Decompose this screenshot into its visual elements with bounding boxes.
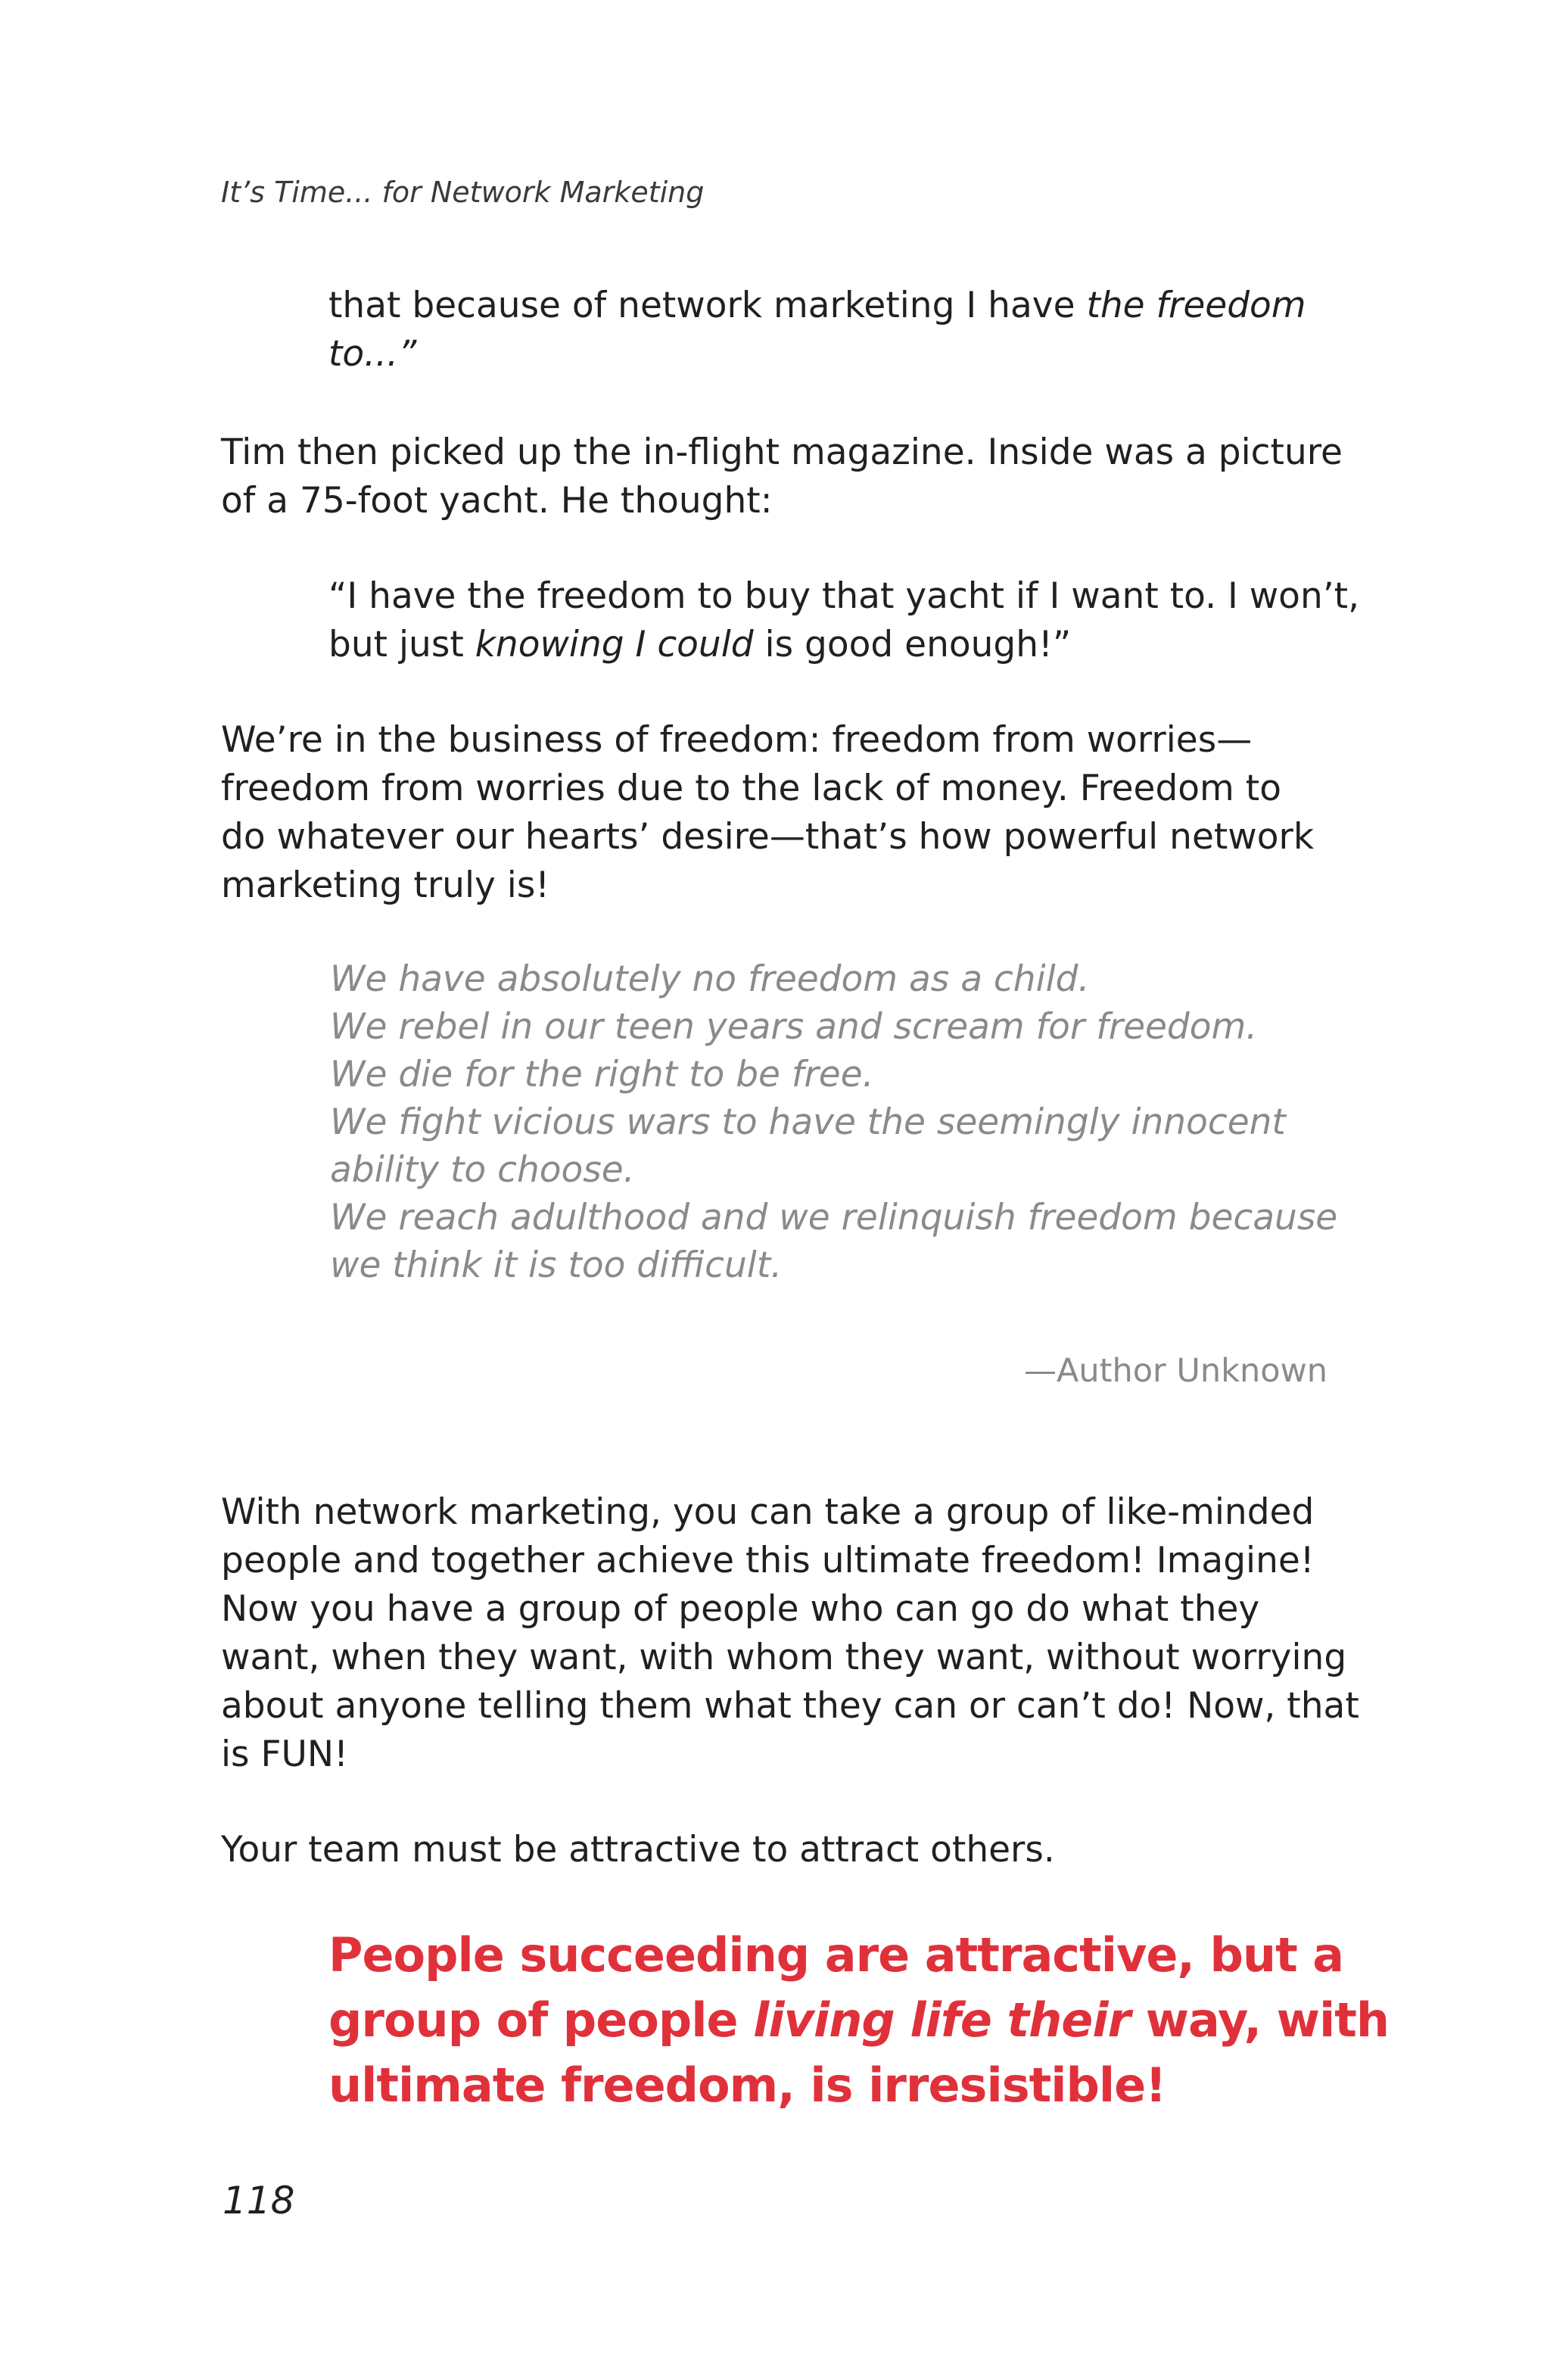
poem-line: We rebel in our teen years and scream for freedom. <box>330 1006 1258 1048</box>
poem-line: ability to choose. <box>330 1149 635 1191</box>
quote-continuation-line2: to...” <box>328 333 417 375</box>
paragraph-attractive-team: Your team must be attractive to attract others. <box>221 1829 1055 1871</box>
poem-line: We die for the right to be free. <box>330 1054 874 1095</box>
running-head: It’s Time... for Network Marketing <box>221 176 705 209</box>
poem-line: We have absolutely no freedom as a child. <box>330 958 1090 1000</box>
paragraph-business-of-freedom: We’re in the business of freedom: freedom from worries— freedom from worries due to the lack of money. Freedom to do whatever our hearts’ desire—that’s how powerful network marketing truly is! <box>221 719 1315 906</box>
paragraph-tim-magazine: Tim then picked up the in-flight magazine. Inside was a picture of a 75-foot yacht. He thought: <box>221 431 1343 522</box>
paragraph-ultimate-freedom: With network marketing, you can take a group of like-minded people and together achieve this ultimate freedom! Imagine! Now you have a group of people who can go do what they want, when they want, with whom they want, without worrying about anyone telling them what they can or can’t do! Now, that is FUN! <box>221 1491 1359 1775</box>
poem-line: we think it is too difficult. <box>330 1245 783 1286</box>
poem-attribution: —Author Unknown <box>1023 1352 1327 1390</box>
quote-yacht: “I have the freedom to buy that yacht if I want to. I won’t, but just knowing I could is good enough!” <box>328 575 1360 665</box>
freedom-poem <box>330 955 1337 1289</box>
poem-line: We reach adulthood and we relinquish freedom because <box>330 1197 1338 1238</box>
poem-line: We fight vicious wars to have the seemingly innocent <box>330 1101 1286 1143</box>
quote-continuation: that because of network marketing I have the freedom to...” <box>328 282 1306 378</box>
page-number: 118 <box>223 2179 295 2223</box>
pull-quote-callout: People succeeding are attractive, but a group of people living life their way, with ultimate freedom, is irresistible! <box>328 1927 1389 2113</box>
